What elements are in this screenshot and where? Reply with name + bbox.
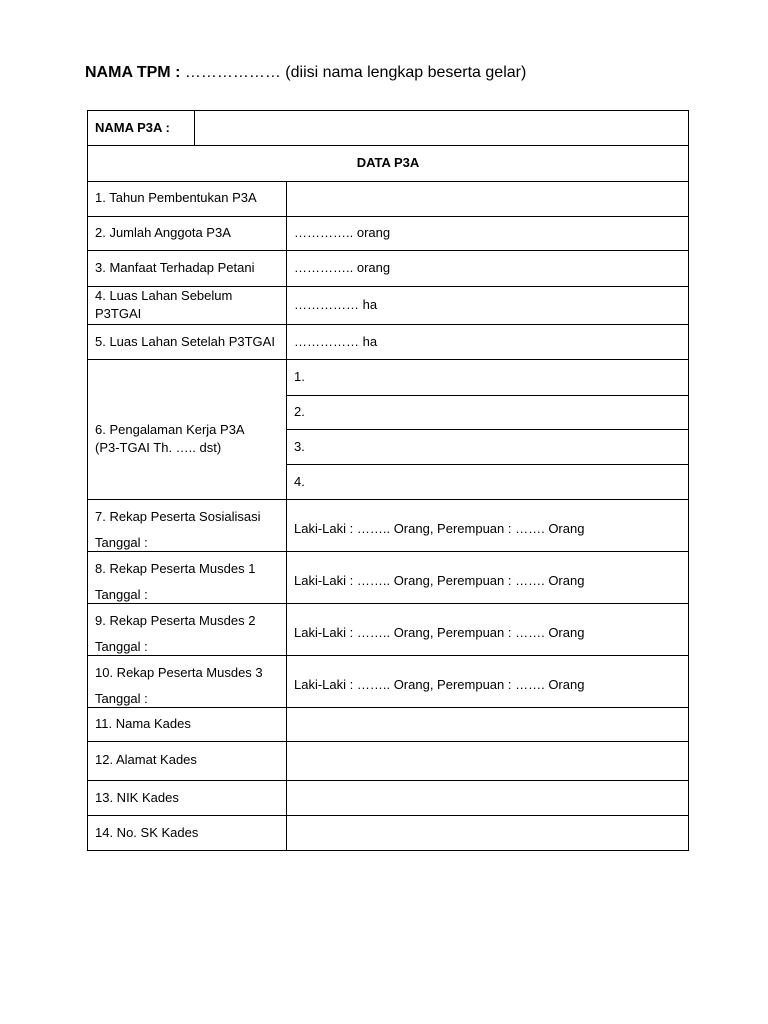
nama-p3a-label: NAMA P3A :	[95, 120, 170, 135]
table-row-divider	[87, 603, 689, 604]
table-row-divider	[87, 324, 689, 325]
table-row-divider	[87, 551, 689, 552]
row-4-value[interactable]: …………… ha	[294, 297, 378, 312]
nama-p3a-field[interactable]	[196, 112, 686, 144]
table-row-divider	[87, 216, 689, 217]
row-13-label: 13. NIK Kades	[95, 790, 179, 805]
row-7-label: 7. Rekap Peserta Sosialisasi	[95, 509, 261, 524]
table-row-divider	[87, 780, 689, 781]
row-2-label: 2. Jumlah Anggota P3A	[95, 225, 231, 240]
table-row-divider	[87, 499, 689, 500]
table-row-divider	[87, 145, 689, 146]
row-11-label: 11. Nama Kades	[95, 716, 191, 731]
row-2-value[interactable]: ………….. orang	[294, 225, 391, 240]
row-6-item-1[interactable]: 1.	[294, 369, 305, 384]
row-13-field[interactable]	[288, 782, 686, 814]
table-border-right	[688, 110, 689, 851]
row-7-value[interactable]: Laki-Laki : …….. Orang, Perempuan : ……. Orang	[294, 521, 585, 536]
row-14-field[interactable]	[288, 817, 686, 849]
table-row-divider	[87, 815, 689, 816]
row-12-label: 12. Alamat Kades	[95, 752, 197, 767]
row-8-label: 8. Rekap Peserta Musdes 1	[95, 561, 256, 576]
table-row-divider	[286, 429, 689, 430]
table-row-divider	[286, 464, 689, 465]
tpm-name-value: ……………… (diisi nama lengkap beserta gelar)	[184, 64, 527, 81]
table-border-bottom	[87, 850, 689, 851]
table-row-divider	[87, 181, 689, 182]
section-title: DATA P3A	[356, 155, 420, 170]
table-row-divider	[87, 741, 689, 742]
row-10-date-label: Tanggal :	[95, 691, 148, 706]
table-row-divider	[87, 655, 689, 656]
row-5-label: 5. Luas Lahan Setelah P3TGAI	[95, 334, 275, 349]
row-10-value[interactable]: Laki-Laki : …….. Orang, Perempuan : ……. Orang	[294, 677, 585, 692]
table-column-divider	[286, 181, 287, 851]
row-9-label: 9. Rekap Peserta Musdes 2	[95, 613, 256, 628]
row-6-item-2[interactable]: 2.	[294, 404, 305, 419]
row-1-field[interactable]	[288, 183, 686, 215]
row-6-label: 6. Pengalaman Kerja P3A (P3-TGAI Th. ….. dst)	[95, 422, 244, 455]
row-10-label: 10. Rekap Peserta Musdes 3	[95, 665, 263, 680]
tpm-name-label: NAMA TPM :	[85, 64, 181, 81]
row-5-value[interactable]: …………… ha	[294, 334, 378, 349]
row-8-value[interactable]: Laki-Laki : …….. Orang, Perempuan : ……. Orang	[294, 573, 585, 588]
table-row-divider	[87, 250, 689, 251]
row-6-item-3[interactable]: 3.	[294, 439, 305, 454]
row-7-date-label: Tanggal :	[95, 535, 148, 550]
tpm-name-line	[85, 64, 526, 82]
table-border-left	[87, 110, 88, 851]
table-border-top	[87, 110, 689, 111]
row-14-label: 14. No. SK Kades	[95, 825, 199, 840]
row-6-item-4[interactable]: 4.	[294, 474, 305, 489]
row-3-value[interactable]: ………….. orang	[294, 260, 391, 275]
row-9-value[interactable]: Laki-Laki : …….. Orang, Perempuan : ……. Orang	[294, 625, 585, 640]
row-11-field[interactable]	[288, 709, 686, 740]
table-row-divider	[87, 359, 689, 360]
row-8-date-label: Tanggal :	[95, 587, 148, 602]
table-row-divider	[286, 395, 689, 396]
table-row-divider	[87, 707, 689, 708]
row-12-field[interactable]	[288, 743, 686, 779]
row-3-label: 3. Manfaat Terhadap Petani	[95, 260, 255, 275]
row-9-date-label: Tanggal :	[95, 639, 148, 654]
row-1-label: 1. Tahun Pembentukan P3A	[95, 190, 257, 205]
nama-p3a-divider	[194, 110, 195, 146]
row-4-label: 4. Luas Lahan Sebelum P3TGAI	[95, 288, 233, 321]
